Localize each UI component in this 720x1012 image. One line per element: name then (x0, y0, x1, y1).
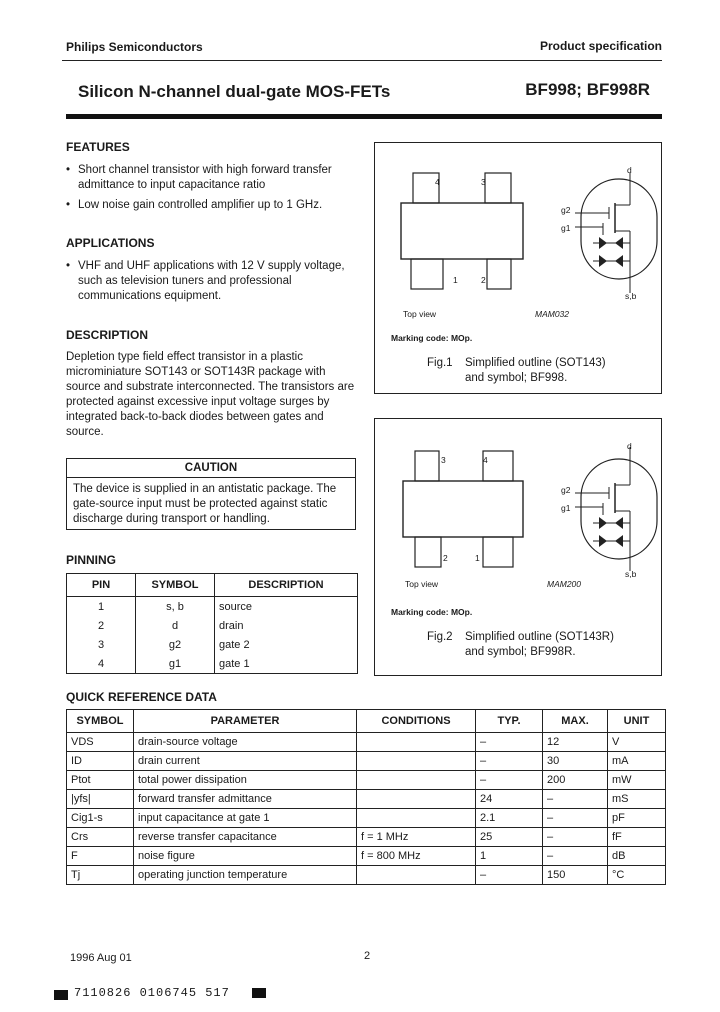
drawing-code: MAM200 (547, 579, 582, 589)
description-cell: source (215, 597, 358, 617)
symbol-col-header: SYMBOL (136, 574, 215, 597)
pin-cell: 4 (97, 657, 105, 670)
pin-col-header: PIN (67, 574, 136, 597)
pin-label: 2 (443, 553, 448, 563)
description-cell: gate 2 (215, 635, 358, 654)
parameter-cell: drain-source voltage (134, 733, 357, 752)
pin-cell: 3 (97, 638, 105, 651)
unit-cell: fF (608, 828, 666, 847)
description-cell: gate 1 (215, 654, 358, 674)
max-cell: 12 (543, 733, 608, 752)
drain-label: d (627, 165, 632, 175)
figure-1 (374, 142, 662, 394)
table-row (67, 847, 666, 866)
symbol-col-header: SYMBOL (67, 710, 134, 733)
table-row (67, 616, 358, 635)
applications-heading: APPLICATIONS (66, 236, 155, 250)
barcode-mark-right (252, 988, 266, 998)
pin-label: 4 (483, 455, 488, 465)
caution-box (66, 458, 356, 530)
top-view-label: Top view (405, 579, 439, 589)
parameter-cell: reverse transfer capacitance (134, 828, 357, 847)
parameter-cell: drain current (134, 752, 357, 771)
feature-item: • Low noise gain controlled amplifier up to 1 GHz. (66, 198, 368, 213)
conditions-cell (357, 866, 476, 885)
figure-caption: Simplified outline (SOT143R) and symbol; BF998R. (465, 631, 614, 658)
gate2-label: g2 (561, 205, 571, 215)
figure-label: Fig.1 (427, 357, 453, 369)
symbol-cell: Crs (67, 828, 134, 847)
source-label: s,b (625, 291, 637, 301)
description-col-header: DESCRIPTION (215, 574, 358, 597)
table-row (67, 771, 666, 790)
marking-code: Marking code: MOp. (391, 333, 473, 343)
pinning-table (66, 573, 358, 674)
typ-cell: – (476, 733, 543, 752)
title-rule (66, 114, 662, 119)
pin-label: 3 (481, 177, 486, 187)
symbol-cell: VDS (67, 733, 134, 752)
symbol-cell: Cig1-s (67, 809, 134, 828)
pin-label: 1 (475, 553, 480, 563)
typ-cell: 25 (476, 828, 543, 847)
table-row (67, 752, 666, 771)
unit-cell: mA (608, 752, 666, 771)
typ-cell: – (476, 866, 543, 885)
page-title: Silicon N-channel dual-gate MOS-FETs (78, 82, 391, 101)
symbol-cell: F (67, 847, 134, 866)
pin-label: 4 (435, 177, 440, 187)
symbol-cell: Tj (67, 866, 134, 885)
max-col-header: MAX. (543, 710, 608, 733)
table-row (67, 809, 666, 828)
max-cell: – (543, 809, 608, 828)
gate1-label: g1 (561, 503, 571, 513)
conditions-cell (357, 809, 476, 828)
symbol-cell: g2 (136, 635, 215, 654)
barcode-text: 7110826 0106745 517 (74, 986, 230, 1000)
table-row (67, 828, 666, 847)
typ-cell: 24 (476, 790, 543, 809)
qrd-heading: QUICK REFERENCE DATA (66, 690, 217, 704)
description-heading: DESCRIPTION (66, 328, 149, 342)
drain-label: d (627, 441, 632, 451)
feature-item: • Short channel transistor with high forward transfer admittance to input capacitance ratio (66, 163, 368, 193)
description-text: Depletion type field effect transistor in a plastic microminiature SOT143 or SOT143R package with source and substrate interconnected. The transistors are protected against excessive input voltage surges by integrated back-to-back diodes between gates and source. (66, 351, 355, 438)
table-row (67, 733, 666, 752)
symbol-cell: |yfs| (67, 790, 134, 809)
conditions-col-header: CONDITIONS (357, 710, 476, 733)
gate2-label: g2 (561, 485, 571, 495)
doc-type: Product specification (539, 39, 662, 53)
unit-cell: °C (608, 866, 666, 885)
symbol-cell: s, b (136, 597, 215, 617)
caution-text: The device is supplied in an antistatic package. The gate-source input must be protected against static discharge during transport or handling. (73, 483, 337, 525)
typ-cell: – (476, 752, 543, 771)
unit-cell: dB (608, 847, 666, 866)
conditions-cell (357, 771, 476, 790)
table-row (67, 654, 358, 674)
features-heading: FEATURES (66, 140, 130, 154)
company-name: Philips Semiconductors (66, 40, 203, 54)
table-row (67, 790, 666, 809)
application-item: • VHF and UHF applications with 12 V supply voltage, such as television tuners and professional communications equipment. (66, 259, 368, 304)
typ-cell: 1 (476, 847, 543, 866)
symbol-cell: ID (67, 752, 134, 771)
max-cell: 30 (543, 752, 608, 771)
sot143-outline-drawing (375, 143, 661, 333)
max-cell: 200 (543, 771, 608, 790)
table-row (67, 597, 358, 617)
source-label: s,b (625, 569, 637, 579)
conditions-cell (357, 733, 476, 752)
symbol-cell: Ptot (67, 771, 134, 790)
unit-cell: pF (608, 809, 666, 828)
symbol-cell: d (136, 616, 215, 635)
unit-cell: mW (608, 771, 666, 790)
barcode-mark-left (54, 990, 68, 1000)
pinning-heading: PINNING (66, 553, 117, 567)
conditions-cell: f = 800 MHz (357, 847, 476, 866)
parameter-cell: total power dissipation (134, 771, 357, 790)
typ-col-header: TYP. (476, 710, 543, 733)
quick-reference-table (66, 709, 666, 885)
marking-code: Marking code: MOp. (391, 607, 473, 617)
typ-cell: – (476, 771, 543, 790)
pin-label: 2 (481, 275, 486, 285)
conditions-cell: f = 1 MHz (357, 828, 476, 847)
caution-heading: CAUTION (67, 459, 355, 478)
description-cell: drain (215, 616, 358, 635)
drawing-code: MAM032 (535, 309, 570, 319)
page-number: 2 (364, 950, 371, 962)
figure-2 (374, 418, 662, 676)
table-row (67, 635, 358, 654)
top-view-label: Top view (403, 309, 437, 319)
typ-cell: 2.1 (476, 809, 543, 828)
conditions-cell (357, 752, 476, 771)
pin-cell: 1 (97, 600, 105, 613)
pin-cell: 2 (97, 619, 105, 632)
max-cell: – (543, 790, 608, 809)
symbol-cell: g1 (136, 654, 215, 674)
parameter-cell: noise figure (134, 847, 357, 866)
footer-date: 1996 Aug 01 (70, 952, 132, 964)
unit-cell: mS (608, 790, 666, 809)
pin-label: 1 (453, 275, 458, 285)
parameter-cell: operating junction temperature (134, 866, 357, 885)
max-cell: 150 (543, 866, 608, 885)
figure-caption: Simplified outline (SOT143) and symbol; BF998. (465, 357, 606, 384)
max-cell: – (543, 847, 608, 866)
max-cell: – (543, 828, 608, 847)
header-rule (62, 60, 662, 61)
part-numbers: BF998; BF998R (525, 80, 650, 99)
gate1-label: g1 (561, 223, 571, 233)
unit-col-header: UNIT (608, 710, 666, 733)
figure-label: Fig.2 (427, 631, 453, 643)
pin-label: 3 (441, 455, 446, 465)
table-row (67, 866, 666, 885)
parameter-col-header: PARAMETER (134, 710, 357, 733)
parameter-cell: input capacitance at gate 1 (134, 809, 357, 828)
unit-cell: V (608, 733, 666, 752)
parameter-cell: forward transfer admittance (134, 790, 357, 809)
conditions-cell (357, 790, 476, 809)
